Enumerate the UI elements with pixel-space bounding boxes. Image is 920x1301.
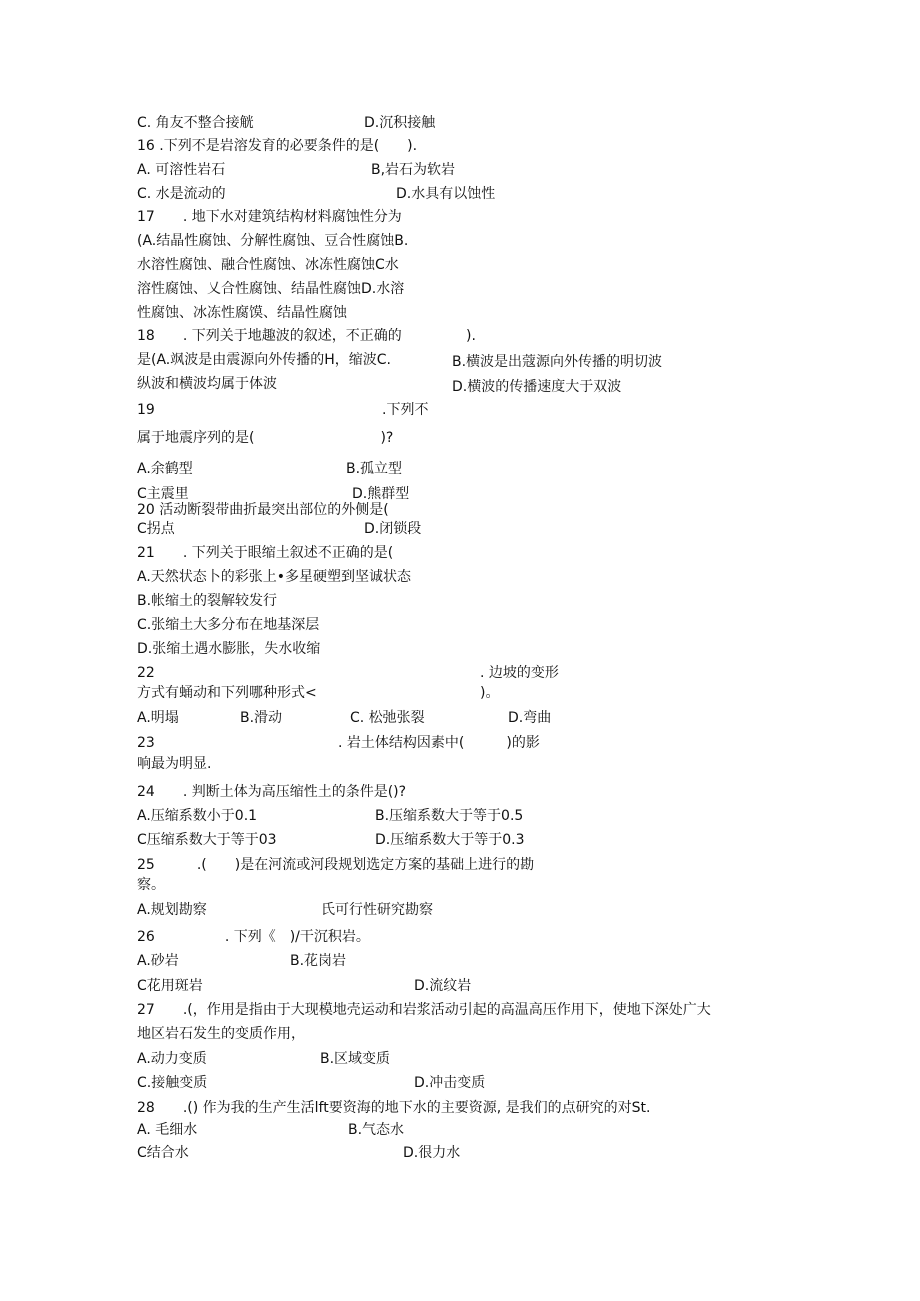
text-line: C. 松弛张裂	[350, 710, 425, 726]
text-line: D.弯曲	[508, 710, 552, 726]
text-line: 水溶性腐蚀、融合性腐蚀、冰冻性腐蚀C水	[137, 257, 399, 273]
text-line: B,岩石为软岩	[371, 162, 456, 178]
text-line: D.闭锁段	[364, 521, 422, 537]
text-line: A. 毛细水	[137, 1122, 198, 1138]
cutoff-question-20	[137, 500, 389, 518]
text-line: 18 . 下列关于地趣波的叙述，不正确的	[137, 328, 402, 344]
text-line: 22	[137, 665, 155, 681]
text-line: 是(A.飒波是由震源向外传播的H，缩波C.	[137, 352, 391, 368]
text-line: D.横波的传播速度大于双波	[452, 379, 622, 395]
text-line: 23	[137, 735, 155, 751]
text-line: C花用斑岩	[137, 978, 203, 994]
text-line: ).	[466, 328, 476, 344]
text-line: D.张缩土遇水膨胀，失水收缩	[137, 641, 321, 657]
text-line: A.压缩系数小于0.1	[137, 808, 258, 824]
text-line: D.冲击变质	[414, 1075, 486, 1091]
text-line: 19	[137, 402, 155, 418]
text-line: C.接触变质	[137, 1075, 208, 1091]
text-line: D.熊群型	[352, 486, 410, 502]
text-line: A.动力变质	[137, 1051, 207, 1067]
text-line: B.帐缩土的裂解较发行	[137, 593, 278, 609]
text-line: C. 水是流动的	[137, 186, 226, 202]
text-line: A.余鹤型	[137, 461, 193, 477]
text-line: )。	[480, 685, 500, 701]
text-line: .下列不	[382, 402, 429, 418]
text-line: D.沉积接触	[364, 115, 436, 131]
text-line: C.张缩土大多分布在地基深层	[137, 617, 320, 633]
text-line: (A.结晶性腐蚀、分解性腐蚀、豆合性腐蚀B.	[137, 233, 409, 249]
text-line: 21 . 下列关于眼缩土叙述不正确的是(	[137, 545, 394, 561]
text-line: B.横波是出蔻源向外传播的明切波	[452, 354, 663, 370]
text-line: 察。	[137, 877, 165, 893]
text-line: 28 .() 作为我的生产生活lft要资海的地下水的主要资源, 是我们的点研究的对St.	[137, 1100, 651, 1116]
text-line: B.孤立型	[346, 461, 403, 477]
text-line: 25 .( )是在河流或河段规划选定方案的基础上进行的勘	[137, 857, 535, 873]
text-line: 24 . 判断土体为高压缩性土的条件是()?	[137, 784, 407, 800]
text-line: D.水具有以蚀性	[396, 186, 496, 202]
text-line: 地区岩石发生的变质作用，	[137, 1026, 305, 1042]
text-line: 16 .下列不是岩溶发育的必要条件的是( ).	[137, 138, 418, 154]
text-line: D.很力水	[403, 1145, 461, 1161]
text-line: 26 . 下列《 )/干沉积岩。	[137, 929, 370, 945]
text-line: 方式有蛹动和下列哪种形式<	[137, 685, 317, 701]
text-line: 性腐蚀、冰冻性腐馍、结晶性腐蚀	[137, 305, 347, 321]
text-line: . 边坡的变形	[480, 665, 559, 681]
text-line: B.滑动	[240, 710, 283, 726]
text-line: C结合水	[137, 1145, 189, 1161]
text-line: 属于地震序列的是( )?	[137, 430, 394, 446]
text-line: B.区域变质	[320, 1051, 391, 1067]
text-line: 17 . 地下水对建筑结构材料腐蚀性分为	[137, 209, 402, 225]
text-line: B.花岗岩	[290, 953, 347, 969]
cutoff-question-20-text: 20 活动断裂带曲折最突出部位的外侧是(	[137, 502, 389, 518]
text-line: C. 角友不整合接觥	[137, 115, 254, 131]
text-line: C主震里	[137, 486, 189, 502]
text-line: 响最为明显.	[137, 756, 212, 772]
text-line: B.压缩系数大于等于0.5	[375, 808, 524, 824]
text-line: . 岩土体结构因素中( )的影	[338, 735, 540, 751]
text-line: D.流纹岩	[414, 978, 472, 994]
text-line: A.砂岩	[137, 953, 179, 969]
text-line: 氏可行性研究勘察	[321, 902, 433, 918]
text-line: D.压缩系数大于等于0.3	[375, 832, 525, 848]
text-line: 27 .(，作用是指由于大现模地壳运动和岩浆活动引起的高温高压作用下，使地下深处广大	[137, 1002, 711, 1018]
text-line: A. 可溶性岩石	[137, 162, 226, 178]
text-line: C压缩系数大于等于03	[137, 832, 277, 848]
text-line: A.天然状态卜的彩张上•多星硬塑到坚诚状态	[137, 569, 412, 585]
text-line: A.明塌	[137, 710, 179, 726]
text-line: 溶性腐蚀、乂合性腐蚀、结晶性腐蚀D.水溶	[137, 281, 405, 297]
text-line: B.气态水	[348, 1122, 405, 1138]
text-line: C拐点	[137, 521, 175, 537]
text-line: A.规划勘察	[137, 902, 207, 918]
text-line: 纵波和横波均属于体波	[137, 376, 277, 392]
